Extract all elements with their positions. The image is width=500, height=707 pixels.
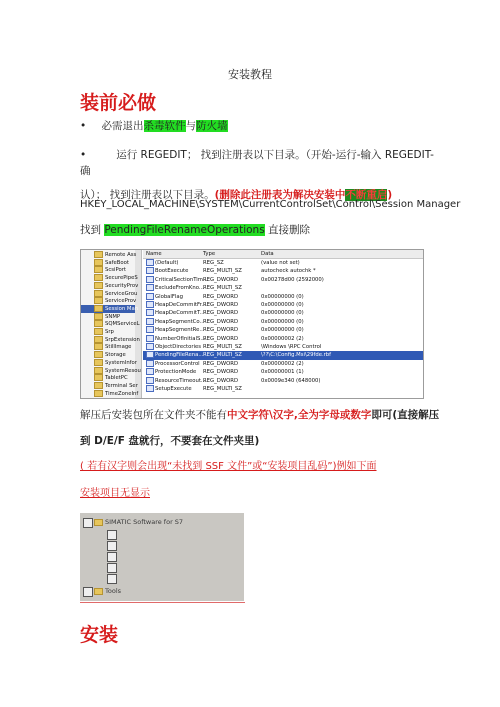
registry-value-type: REG_MULTI_SZ: [203, 344, 242, 350]
registry-tree-label: SecurityProv: [105, 282, 139, 289]
registry-tree-label: Remote Ass: [105, 252, 137, 258]
registry-value-row[interactable]: [143, 368, 423, 376]
registry-value-row[interactable]: [143, 351, 423, 359]
registry-tree: [81, 250, 142, 398]
registry-tree-label: SrpExtension: [105, 336, 140, 343]
registry-value-row[interactable]: [143, 326, 423, 334]
registry-value-type: REG_MULTI_SZ: [203, 285, 242, 292]
registry-value-name: ProtectionMode: [155, 369, 197, 376]
registry-value-icon: [146, 368, 154, 375]
registry-value-name: HeapSegmentCo...: [155, 318, 205, 325]
folder-icon: [94, 328, 103, 335]
registry-value-name: HeapDeCommitFr...: [155, 302, 207, 308]
registry-tree-label: Terminal Ser: [105, 382, 138, 389]
registry-tree-label: Storage: [105, 352, 126, 359]
column-type: Type: [203, 251, 216, 257]
registry-value-type: REG_DWORD: [203, 310, 239, 317]
registry-value-row[interactable]: [143, 293, 423, 301]
simatic-install-screenshot: SIMATIC Software for S7 Tools: [80, 513, 244, 601]
registry-path: HKEY_LOCAL_MACHINE\SYSTEM\CurrentControlSet\Control\Session Manager: [80, 199, 461, 210]
section-heading-prep: 装前必做: [80, 92, 157, 114]
folder-icon: [94, 343, 103, 350]
bullet-dot: •: [80, 149, 87, 161]
registry-tree-label: SQMServiceL: [105, 321, 140, 328]
folder-icon: [94, 367, 103, 374]
highlight-firewall: 防火墙: [196, 120, 228, 132]
delete-registry-note: (删除此注册表为解决安装中: [214, 189, 346, 201]
folder-icon: [94, 313, 103, 320]
registry-value-icon: [146, 351, 154, 358]
registry-value-type: REG_DWORD: [203, 302, 239, 308]
component-checkbox[interactable]: [107, 563, 117, 573]
note-no-chinese-2: 到 D/E/F 盘就行，不要套在文件夹里): [80, 435, 260, 447]
registry-value-name: PendingFileRena...: [155, 352, 204, 359]
folder-icon: [94, 290, 103, 297]
registry-value-name: ResourceTimeout...: [155, 377, 206, 384]
registry-value-icon: [146, 318, 154, 325]
registry-value-type: REG_SZ: [203, 260, 224, 266]
folder-icon: [94, 251, 103, 258]
registry-value-type: REG_DWORD: [203, 327, 239, 334]
registry-value-name: SetupExecute: [155, 386, 192, 392]
registry-value-icon: [146, 360, 154, 367]
registry-value-data: 0x00000002 (2): [261, 335, 304, 342]
component-checkbox[interactable]: [107, 530, 117, 540]
registry-value-data: 0x00000000 (0): [261, 310, 304, 317]
registry-value-name: HeapSegmentRe...: [155, 327, 205, 334]
registry-value-data: 0x0009e340 (648000): [261, 377, 321, 384]
folder-icon: [94, 336, 103, 343]
bullet-dot: •: [80, 120, 87, 132]
registry-value-name: GlobalFlag: [155, 293, 184, 300]
section-heading-install: 安装: [80, 624, 119, 646]
checkbox: [83, 518, 93, 528]
note-no-chinese-1: 解压后安装包所在文件夹不能有中文字符\汉字,全为字母或数字即可(直接解压: [80, 409, 440, 421]
registry-tree-label: ScsiPort: [105, 267, 127, 274]
component-checkbox[interactable]: [107, 552, 117, 562]
highlight-antivirus: 杀毒软件: [143, 120, 186, 132]
column-data: Data: [261, 251, 274, 257]
registry-value-name: ObjectDirectories: [155, 344, 202, 350]
registry-value-row[interactable]: [143, 284, 423, 292]
registry-tree-label: TabletPC: [105, 375, 128, 382]
folder-icon: [94, 359, 103, 366]
registry-value-data: autocheck autochk *: [261, 268, 316, 275]
registry-value-name: ExcludeFromKno...: [155, 285, 204, 292]
registry-tree-label: ServiceGrou: [105, 290, 138, 297]
registry-value-icon: [146, 326, 154, 333]
page-title: 安装教程: [228, 68, 272, 81]
component-checkbox[interactable]: [107, 574, 117, 584]
registry-tree-label: TimeZoneInf: [105, 390, 139, 397]
registry-value-data: 0x00000002 (2): [261, 360, 304, 367]
registry-value-row[interactable]: [143, 377, 423, 385]
registry-value-type: REG_DWORD: [203, 369, 239, 376]
folder-icon: [94, 297, 103, 304]
bullet-exit-antivirus: • 必需退出杀毒软件与防火墙: [80, 120, 228, 132]
registry-value-icon: [146, 377, 154, 384]
registry-value-row[interactable]: [143, 343, 423, 351]
folder-icon: [94, 390, 103, 397]
registry-tree-label: Srp: [105, 329, 114, 335]
registry-editor-screenshot: [80, 249, 424, 399]
registry-value-data: (value not set): [261, 260, 300, 266]
registry-value-row[interactable]: [143, 360, 423, 368]
registry-value-type: REG_MULTI_SZ: [203, 268, 242, 275]
registry-values-header: [143, 250, 423, 259]
registry-value-icon: [146, 301, 154, 308]
folder-icon: [94, 519, 103, 526]
registry-value-type: REG_DWORD: [203, 318, 239, 325]
registry-value-data: 0x00000000 (0): [261, 302, 304, 308]
registry-value-data: 0x00000001 (1): [261, 369, 304, 376]
registry-value-icon: [146, 276, 154, 283]
registry-tree-label: Session Man: [105, 305, 139, 312]
registry-value-row[interactable]: [143, 385, 423, 393]
folder-icon: [94, 351, 103, 358]
registry-value-name: HeapDeCommitT...: [155, 310, 205, 317]
registry-tree-item[interactable]: [81, 390, 139, 398]
registry-value-row[interactable]: [143, 267, 423, 275]
registry-value-name: NumberOfInitialS...: [155, 335, 206, 342]
registry-value-type: REG_DWORD: [203, 377, 239, 384]
registry-tree-label: ServiceProv: [105, 298, 137, 305]
registry-value-data: 0x00000000 (0): [261, 327, 304, 334]
registry-value-icon: [146, 293, 154, 300]
note-error-example: ( 若有汉字则会出现“未找到 SSF 文件”或“安装项目乱码”)例如下面: [80, 461, 377, 472]
registry-tree-label: SystemResou: [105, 367, 141, 374]
registry-value-data: 0x00000000 (0): [261, 293, 304, 300]
registry-value-data: \??\C:\Config.Msi\29fde.rbf: [261, 352, 332, 359]
highlight-no-chinese: 中文字符\汉字,全为字母或数字: [227, 409, 372, 421]
registry-value-row[interactable]: [143, 276, 423, 284]
registry-value-row[interactable]: [143, 259, 423, 267]
registry-value-type: REG_DWORD: [203, 360, 239, 367]
registry-value-row[interactable]: [143, 318, 423, 326]
registry-value-icon: [146, 267, 154, 274]
folder-icon: [94, 305, 103, 312]
highlight-restart: 不断重启: [345, 189, 388, 201]
registry-tree-label: SafeBoot: [105, 259, 129, 266]
registry-value-type: REG_MULTI_SZ: [203, 352, 242, 359]
registry-value-data: 0x00278d00 (2592000): [261, 276, 324, 283]
registry-value-icon: [146, 343, 154, 350]
registry-value-type: REG_DWORD: [203, 335, 239, 342]
component-checkbox[interactable]: [107, 541, 117, 551]
folder-icon: [94, 374, 103, 381]
registry-value-type: REG_DWORD: [203, 293, 239, 300]
divider-line: [80, 602, 245, 603]
folder-icon: [94, 259, 103, 266]
registry-value-icon: [146, 385, 154, 392]
highlight-pending-key: PendingFileRenameOperations: [104, 224, 265, 236]
folder-icon: [94, 382, 103, 389]
registry-value-type: REG_DWORD: [203, 276, 239, 283]
registry-value-icon: [146, 284, 154, 291]
note-no-display: 安装项目无显示: [80, 488, 150, 499]
registry-value-name: ProcessorControl: [155, 360, 200, 367]
registry-value-name: (Default): [155, 260, 179, 266]
registry-value-data: 0x00000000 (0): [261, 318, 304, 325]
folder-icon: [94, 320, 103, 327]
folder-icon: [94, 274, 103, 281]
registry-value-data: \Windows \RPC Control: [261, 344, 322, 350]
bullet-regedit: • 运行 REGEDIT； 找到注册表以下目录。（开始-运行-输入 REGEDIT-确 认）； 找到注册表以下目录。(删除此注册表为解决安装中不断重启): [80, 149, 434, 201]
registry-tree-label: SNMP: [105, 313, 121, 320]
registry-tree-label: SystemInfor: [105, 359, 137, 366]
registry-value-icon: [146, 335, 154, 342]
folder-icon: [94, 588, 103, 595]
registry-value-row[interactable]: [143, 335, 423, 343]
registry-value-name: CriticalSectionTim...: [155, 276, 208, 283]
folder-icon: [94, 282, 103, 289]
checkbox: [83, 587, 93, 597]
find-pending-line: 找到 PendingFileRenameOperations 直接删除: [80, 224, 311, 236]
folder-icon: [94, 266, 103, 273]
registry-value-type: REG_MULTI_SZ: [203, 386, 242, 392]
registry-tree-label: StillImage: [105, 344, 132, 351]
registry-value-row[interactable]: [143, 309, 423, 317]
registry-tree-label: SecurePipeS: [105, 275, 138, 282]
registry-value-name: BootExecute: [155, 268, 189, 275]
registry-value-icon: [146, 309, 154, 316]
registry-value-row[interactable]: [143, 301, 423, 309]
column-name: Name: [146, 251, 162, 257]
registry-value-icon: [146, 259, 154, 266]
